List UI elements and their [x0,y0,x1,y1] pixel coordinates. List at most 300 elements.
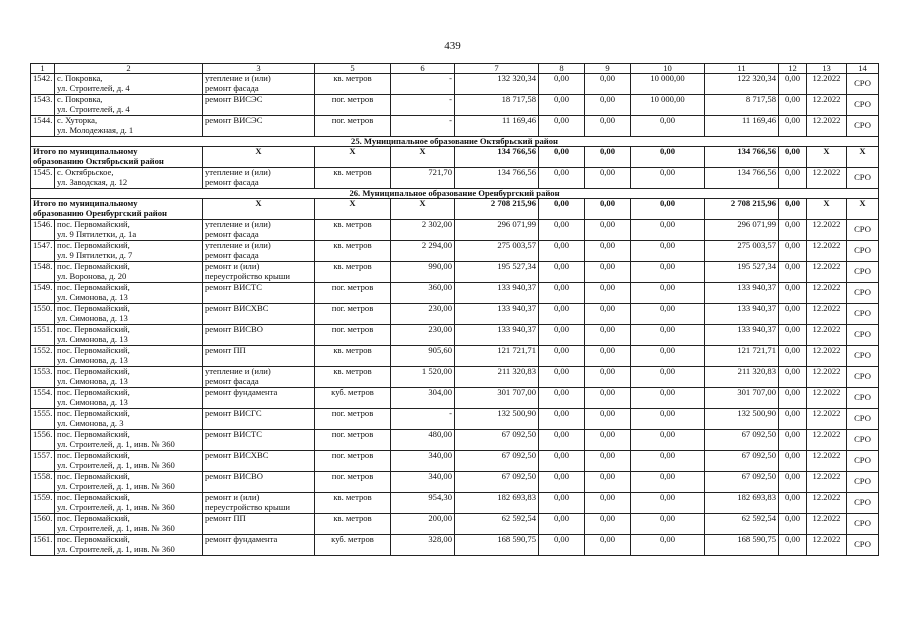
method: СРО [847,409,879,430]
table-row [31,514,879,535]
unit: пог. метров [315,95,391,116]
total-col-8: 0,00 [539,199,585,220]
row-number: 1542. [31,74,55,95]
method: СРО [847,430,879,451]
address-line-1: пос. Первомайский, [57,450,130,460]
work-type [203,367,315,388]
deadline: 12.2022 [807,451,847,472]
work-type-line-2: ремонт фасада [205,82,259,93]
quantity: 230,00 [391,304,455,325]
row-number: 1555. [31,409,55,430]
total-col-10: 0,00 [631,199,705,220]
address-line-1: пос. Первомайский, [57,219,130,229]
row-number: 1553. [31,367,55,388]
cost-total: 133 940,37 [455,283,539,304]
work-type-line-1: ремонт фундамента [205,387,278,397]
address [55,241,203,262]
cost-col-12: 0,00 [779,304,807,325]
cost-col-11: 132 500,90 [705,409,779,430]
address-line-2: ул. Симонова, д. 13 [57,396,128,407]
work-type [203,74,315,95]
cost-col-12: 0,00 [779,346,807,367]
total-col-11: 2 708 215,96 [705,199,779,220]
cost-col-8: 0,00 [539,168,585,189]
cost-col-10: 10 000,00 [631,74,705,95]
unit: кв. метров [315,220,391,241]
cost-col-9: 0,00 [585,262,631,283]
cost-col-11: 67 092,50 [705,472,779,493]
cost-col-8: 0,00 [539,451,585,472]
cost-col-12: 0,00 [779,116,807,137]
page-number: 439 [444,40,461,52]
cost-col-10: 0,00 [631,220,705,241]
address-line-1: пос. Первомайский, [57,513,130,523]
deadline: 12.2022 [807,168,847,189]
cost-col-11: 168 590,75 [705,535,779,556]
quantity: - [391,74,455,95]
cost-col-9: 0,00 [585,325,631,346]
address-line-1: с. Октябрьское, [57,167,114,177]
unit: пог. метров [315,472,391,493]
work-type [203,346,315,367]
unit: кв. метров [315,367,391,388]
table-row [31,430,879,451]
method: СРО [847,283,879,304]
cost-col-10: 0,00 [631,430,705,451]
cost-col-12: 0,00 [779,493,807,514]
work-type [203,472,315,493]
table-row [31,367,879,388]
cost-col-10: 0,00 [631,262,705,283]
work-type-line-1: ремонт ВИСВО [205,471,263,481]
row-number: 1559. [31,493,55,514]
deadline: 12.2022 [807,430,847,451]
quantity: 905,60 [391,346,455,367]
cost-col-9: 0,00 [585,409,631,430]
row-number: 1550. [31,304,55,325]
cost-col-9: 0,00 [585,241,631,262]
method: СРО [847,116,879,137]
total-col-12: 0,00 [779,199,807,220]
cost-col-11: 211 320,83 [705,367,779,388]
repair-register-table [30,63,879,556]
cost-col-8: 0,00 [539,283,585,304]
table-row [31,451,879,472]
section-total-row [31,147,879,168]
work-type-line-1: ремонт и (или) [205,492,260,502]
table-row [31,241,879,262]
address [55,283,203,304]
work-type-line-1: утепление и (или) [205,240,271,250]
cost-col-12: 0,00 [779,95,807,116]
work-type-line-2: ремонт фасада [205,249,259,260]
work-type [203,430,315,451]
cost-col-11: 133 940,37 [705,304,779,325]
address-line-2: ул. Строителей, д. 1, инв. № 360 [57,501,175,512]
total-col-13: Х [807,147,847,168]
unit: пог. метров [315,409,391,430]
cost-col-12: 0,00 [779,367,807,388]
address-line-2: ул. Симонова, д. 13 [57,312,128,323]
cost-col-12: 0,00 [779,241,807,262]
quantity: 954,30 [391,493,455,514]
address [55,220,203,241]
cost-col-8: 0,00 [539,220,585,241]
table-row [31,74,879,95]
work-type-line-1: ремонт ПП [205,345,246,355]
table-row [31,409,879,430]
method: СРО [847,493,879,514]
table-row [31,388,879,409]
total-col-12: 0,00 [779,147,807,168]
row-number: 1554. [31,388,55,409]
column-header: 10 [631,64,705,74]
cost-col-9: 0,00 [585,116,631,137]
quantity: 340,00 [391,451,455,472]
cost-total: 18 717,58 [455,95,539,116]
column-header: 2 [55,64,203,74]
total-label-line-1: Итого по муниципальному [33,198,138,208]
address [55,388,203,409]
total-label-line-2: образованию Октябрьский район [33,155,164,166]
row-number: 1548. [31,262,55,283]
address-line-1: пос. Первомайский, [57,429,130,439]
cost-col-10: 0,00 [631,283,705,304]
cost-col-8: 0,00 [539,304,585,325]
work-type-line-1: ремонт ПП [205,513,246,523]
cost-col-8: 0,00 [539,262,585,283]
address-line-1: пос. Первомайский, [57,324,130,334]
cost-col-10: 0,00 [631,472,705,493]
address-line-1: с. Покровка, [57,73,103,83]
method: СРО [847,367,879,388]
cost-col-12: 0,00 [779,262,807,283]
deadline: 12.2022 [807,409,847,430]
quantity: 480,00 [391,430,455,451]
method: СРО [847,451,879,472]
method: СРО [847,346,879,367]
cost-col-11: 67 092,50 [705,451,779,472]
row-number: 1552. [31,346,55,367]
method: СРО [847,241,879,262]
cost-col-10: 0,00 [631,116,705,137]
quantity: 230,00 [391,325,455,346]
deadline: 12.2022 [807,493,847,514]
address-line-1: пос. Первомайский, [57,492,130,502]
cost-col-9: 0,00 [585,388,631,409]
method: СРО [847,514,879,535]
column-header: 5 [315,64,391,74]
address-line-1: пос. Первомайский, [57,534,130,544]
quantity: 2 294,00 [391,241,455,262]
cost-col-9: 0,00 [585,535,631,556]
cost-total: 133 940,37 [455,325,539,346]
cost-col-9: 0,00 [585,346,631,367]
cost-col-9: 0,00 [585,472,631,493]
cost-col-8: 0,00 [539,388,585,409]
unit: кв. метров [315,262,391,283]
deadline: 12.2022 [807,388,847,409]
cost-col-8: 0,00 [539,116,585,137]
table-row [31,168,879,189]
work-type-line-1: ремонт ВИСЭС [205,115,263,125]
deadline: 12.2022 [807,116,847,137]
work-type-line-2: ремонт фасада [205,176,259,187]
unit: пог. метров [315,325,391,346]
cost-col-10: 0,00 [631,241,705,262]
table-row [31,116,879,137]
cost-col-11: 133 940,37 [705,283,779,304]
method: СРО [847,95,879,116]
deadline: 12.2022 [807,241,847,262]
cost-col-9: 0,00 [585,304,631,325]
cost-col-12: 0,00 [779,74,807,95]
work-type [203,409,315,430]
address [55,493,203,514]
unit: кв. метров [315,168,391,189]
address-line-2: ул. 9 Пятилетки, д. 1а [57,228,137,239]
cost-total: 67 092,50 [455,472,539,493]
cost-col-11: 67 092,50 [705,430,779,451]
work-type-line-1: ремонт ВИСГС [205,408,262,418]
cost-total: 11 169,46 [455,116,539,137]
work-type-line-2: ремонт фасада [205,375,259,386]
cost-col-9: 0,00 [585,168,631,189]
address [55,262,203,283]
cost-col-8: 0,00 [539,493,585,514]
address [55,74,203,95]
total-label-line-1: Итого по муниципальному [33,146,138,156]
quantity: 328,00 [391,535,455,556]
quantity: - [391,95,455,116]
work-type [203,220,315,241]
table-row [31,472,879,493]
address-line-2: ул. Строителей, д. 1, инв. № 360 [57,522,175,533]
cost-col-9: 0,00 [585,493,631,514]
table-row [31,325,879,346]
cost-col-12: 0,00 [779,388,807,409]
total-col-8: 0,00 [539,147,585,168]
cost-col-10: 0,00 [631,346,705,367]
unit: кв. метров [315,74,391,95]
deadline: 12.2022 [807,346,847,367]
address [55,304,203,325]
cost-total: 168 590,75 [455,535,539,556]
cost-total: 182 693,83 [455,493,539,514]
cost-col-11: 133 940,37 [705,325,779,346]
cost-col-10: 0,00 [631,409,705,430]
deadline: 12.2022 [807,535,847,556]
cost-col-9: 0,00 [585,220,631,241]
work-type-line-1: утепление и (или) [205,167,271,177]
cost-col-9: 0,00 [585,283,631,304]
row-number: 1560. [31,514,55,535]
address-line-2: ул. Симонова, д. 13 [57,291,128,302]
address-line-2: ул. Строителей, д. 1, инв. № 360 [57,459,175,470]
address-line-2: ул. Симонова, д. 13 [57,354,128,365]
unit: куб. метров [315,388,391,409]
address-line-2: ул. Строителей, д. 1, инв. № 360 [57,438,175,449]
work-type-line-1: ремонт ВИСТС [205,282,263,292]
deadline: 12.2022 [807,74,847,95]
work-type-line-1: ремонт и (или) [205,261,260,271]
address [55,95,203,116]
cost-col-11: 8 717,58 [705,95,779,116]
row-number: 1558. [31,472,55,493]
work-type [203,262,315,283]
column-number-header-row [31,64,879,74]
address-line-2: ул. Строителей, д. 1, инв. № 360 [57,480,175,491]
cost-col-11: 296 071,99 [705,220,779,241]
unit: пог. метров [315,283,391,304]
column-header: 7 [455,64,539,74]
address [55,409,203,430]
row-number: 1556. [31,430,55,451]
work-type-line-1: утепление и (или) [205,219,271,229]
work-type-line-1: ремонт ВИСХВС [205,303,269,313]
address-line-2: ул. Молодежная, д. 1 [57,124,134,135]
work-type-line-1: ремонт ВИСХВС [205,450,269,460]
total-col-10: 0,00 [631,147,705,168]
cost-col-8: 0,00 [539,241,585,262]
cost-total: 132 320,34 [455,74,539,95]
address-line-2: ул. Симонова, д. 13 [57,333,128,344]
unit: пог. метров [315,451,391,472]
cost-col-12: 0,00 [779,220,807,241]
work-type [203,493,315,514]
address [55,451,203,472]
deadline: 12.2022 [807,262,847,283]
total-col-14: Х [847,199,879,220]
column-header: 12 [779,64,807,74]
cost-col-12: 0,00 [779,283,807,304]
row-number: 1551. [31,325,55,346]
unit: пог. метров [315,116,391,137]
cost-total: 62 592,54 [455,514,539,535]
deadline: 12.2022 [807,95,847,116]
deadline: 12.2022 [807,325,847,346]
unit: кв. метров [315,346,391,367]
cost-total: 296 071,99 [455,220,539,241]
cost-col-9: 0,00 [585,367,631,388]
quantity: 200,00 [391,514,455,535]
cost-col-10: 10 000,00 [631,95,705,116]
method: СРО [847,535,879,556]
address-line-2: ул. Строителей, д. 4 [57,103,130,114]
deadline: 12.2022 [807,220,847,241]
row-number: 1549. [31,283,55,304]
deadline: 12.2022 [807,304,847,325]
unit: кв. метров [315,241,391,262]
address-line-1: с. Покровка, [57,94,103,104]
cost-col-10: 0,00 [631,493,705,514]
cost-col-8: 0,00 [539,514,585,535]
cost-total: 211 320,83 [455,367,539,388]
work-type [203,116,315,137]
total-col-9: 0,00 [585,147,631,168]
address-line-1: пос. Первомайский, [57,471,130,481]
method: СРО [847,325,879,346]
total-label [31,147,203,168]
address-line-2: ул. Заводская, д. 12 [57,176,128,187]
column-header: 8 [539,64,585,74]
work-type [203,325,315,346]
deadline: 12.2022 [807,283,847,304]
cost-col-12: 0,00 [779,514,807,535]
column-header: 14 [847,64,879,74]
cost-col-8: 0,00 [539,95,585,116]
total-col-5: Х [315,199,391,220]
table-body [31,64,879,556]
cost-col-11: 134 766,56 [705,168,779,189]
total-col-6: Х [391,147,455,168]
address [55,472,203,493]
cost-total: 67 092,50 [455,451,539,472]
cost-col-8: 0,00 [539,367,585,388]
work-type [203,535,315,556]
cost-col-9: 0,00 [585,430,631,451]
address-line-1: пос. Первомайский, [57,282,130,292]
total-col-9: 0,00 [585,199,631,220]
row-number: 1547. [31,241,55,262]
table-row [31,262,879,283]
address [55,367,203,388]
cost-col-10: 0,00 [631,304,705,325]
column-header: 11 [705,64,779,74]
cost-col-11: 195 527,34 [705,262,779,283]
work-type-line-1: ремонт ВИСЭС [205,94,263,104]
cost-col-10: 0,00 [631,514,705,535]
cost-col-10: 0,00 [631,367,705,388]
cost-total: 195 527,34 [455,262,539,283]
cost-col-8: 0,00 [539,74,585,95]
cost-col-8: 0,00 [539,409,585,430]
address-line-2: ул. Воронова, д. 20 [57,270,127,281]
cost-col-10: 0,00 [631,535,705,556]
address [55,430,203,451]
work-type [203,304,315,325]
work-type [203,514,315,535]
address-line-1: пос. Первомайский, [57,345,130,355]
total-col-3: Х [203,147,315,168]
address [55,346,203,367]
cost-col-8: 0,00 [539,430,585,451]
address-line-1: пос. Первомайский, [57,261,130,271]
total-label [31,199,203,220]
total-col-13: Х [807,199,847,220]
work-type [203,95,315,116]
cost-col-8: 0,00 [539,472,585,493]
total-col-6: Х [391,199,455,220]
unit: пог. метров [315,430,391,451]
method: СРО [847,168,879,189]
address-line-2: ул. Строителей, д. 4 [57,82,130,93]
unit: кв. метров [315,514,391,535]
work-type-line-1: утепление и (или) [205,366,271,376]
cost-col-11: 275 003,57 [705,241,779,262]
cost-total: 275 003,57 [455,241,539,262]
cost-total: 132 500,90 [455,409,539,430]
quantity: 2 302,00 [391,220,455,241]
total-col-7: 2 708 215,96 [455,199,539,220]
address-line-1: пос. Первомайский, [57,366,130,376]
address-line-2: ул. Симонова, д. 13 [57,375,128,386]
address-line-1: пос. Первомайский, [57,240,130,250]
address-line-2: ул. Строителей, д. 1, инв. № 360 [57,543,175,554]
row-number: 1546. [31,220,55,241]
work-type-line-1: ремонт фундамента [205,534,278,544]
method: СРО [847,388,879,409]
